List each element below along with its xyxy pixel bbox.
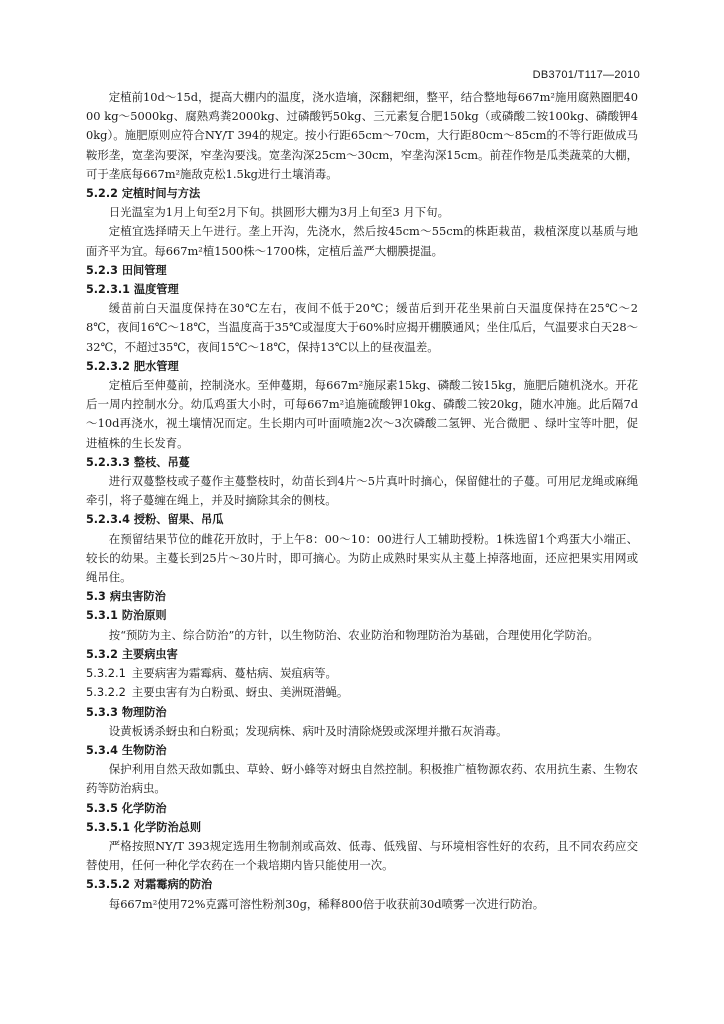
paragraph: 按“预防为主、综合防治”的方针，以生物防治、农业防治和物理防治为基础，合理使用化学防治。 bbox=[108, 627, 599, 642]
section-number: 5.3 bbox=[86, 590, 106, 604]
list-item bbox=[86, 683, 638, 702]
section-heading bbox=[86, 606, 638, 625]
section-heading bbox=[86, 818, 638, 837]
section-number: 5.3.2 bbox=[86, 647, 118, 661]
section-number: 5.3.1 bbox=[86, 609, 118, 623]
section-title: 定植时间与方法 bbox=[121, 187, 201, 201]
section-title: 化学防治总则 bbox=[133, 820, 202, 834]
section-number: 5.2.3.1 bbox=[86, 283, 130, 297]
section-heading bbox=[86, 184, 638, 203]
paragraph: 进行双蔓整枝或子蔓作主蔓整枝时，幼苗长到4片～5片真叶时摘心，保留健壮的子蔓。可用尼龙绳或麻绳牵引，将子蔓缠在绳上，并及时摘除其余的侧枝。 bbox=[86, 474, 638, 508]
section-heading bbox=[86, 645, 638, 664]
section-heading bbox=[86, 261, 638, 280]
section-heading bbox=[86, 587, 638, 606]
paragraph: 定植宜选择晴天上午进行。垄上开沟，先浇水，然后按45cm～55cm的株距栽苗，栽植深度以基质与地面齐平为宜。每667m²植1500株～1700株，定植后盖严大棚膜提温。 bbox=[86, 224, 638, 258]
section-number: 5.3.5.1 bbox=[86, 820, 130, 834]
section-heading bbox=[86, 453, 638, 472]
item-text: 主要病害为霜霉病、蔓枯病、炭疽病等。 bbox=[131, 666, 337, 681]
section-number: 5.3.5 bbox=[86, 801, 118, 815]
section-title: 主要病虫害 bbox=[121, 647, 178, 661]
section-number: 5.3.5.2 bbox=[86, 878, 130, 892]
paragraph: 保护利用自然天敌如瓢虫、草蛉、蚜小蜂等对蚜虫自然控制。积极推广植物源农药、农用抗生素、生物农药等防治病虫。 bbox=[86, 762, 638, 796]
paragraph: 缓苗前白天温度保持在30℃左右，夜间不低于20℃；缓苗后到开花坐果前白天温度保持在25℃～28℃，夜间16℃～18℃，当温度高于35℃或湿度大于60%时应揭开棚膜通风；坐住瓜后，气温要求白天28～32℃，不超过35℃，夜间15℃～18℃，保持13℃以上的昼夜温差。 bbox=[86, 301, 638, 354]
section-title: 对霜霉病的防治 bbox=[133, 878, 213, 892]
section-title: 整枝、吊蔓 bbox=[133, 455, 190, 469]
section-title: 病虫害防治 bbox=[109, 590, 166, 604]
section-title: 田间管理 bbox=[121, 263, 167, 277]
paragraph: 定植后至伸蔓前，控制浇水。至伸蔓期，每667m²施尿素15kg、磷酸二铵15kg，施肥后随机浇水。开花后一周内控制水分。幼瓜鸡蛋大小时，可每667m²追施硫酸钾10kg、磷酸二铵20kg，随水冲施。此后隔7d～10d再浇水，视土壤情况而定。生长期内可叶面喷施2次～3次磷酸二氢钾、光合微肥 、绿叶宝等叶肥，促进植株的生长发育。 bbox=[86, 378, 638, 450]
section-number: 5.3.3 bbox=[86, 705, 118, 719]
item-text: 主要虫害有为白粉虱、蚜虫、美洲斑潜蝇。 bbox=[131, 685, 349, 700]
paragraph: 设黄板诱杀蚜虫和白粉虱；发现病株、病叶及时清除烧毁或深埋并撒石灰消毒。 bbox=[108, 723, 508, 738]
section-number: 5.3.4 bbox=[86, 743, 118, 757]
section-title: 生物防治 bbox=[121, 743, 167, 757]
section-title: 授粉、留果、吊瓜 bbox=[133, 513, 224, 527]
item-number: 5.3.2.1 bbox=[86, 666, 126, 681]
document-code: DB3701/T117—2010 bbox=[532, 69, 640, 81]
section-heading bbox=[86, 357, 638, 376]
section-title: 防治原则 bbox=[121, 609, 167, 623]
section-title: 化学防治 bbox=[121, 801, 167, 815]
section-number: 5.2.3.2 bbox=[86, 359, 130, 373]
item-number: 5.3.2.2 bbox=[86, 685, 126, 700]
section-number: 5.2.2 bbox=[86, 187, 118, 201]
paragraph: 定植前10d～15d，提高大棚内的温度，浇水造墒，深翻耙细，整平，结合整地每667m²施用腐熟圈肥4000 kg～5000kg、腐熟鸡粪2000kg、过磷酸钙50kg、三元素复合肥150kg（或磷酸二铵100kg、磷酸钾40kg）。施肥原则应符合NY/T 394的规定。按小行距65cm～70cm，大行距80cm～85cm的不等行距做成马鞍形垄，宽垄沟要深，窄垄沟要浅。宽垄沟深25cm～30cm，窄垄沟深15cm。前茬作物是瓜类蔬菜的大棚，可于垄底每667m²施敌克松1.5kg进行土壤消毒。 bbox=[86, 90, 638, 181]
paragraph: 日光温室为1月上旬至2月下旬。拱圆形大棚为3月上旬至3 月下旬。 bbox=[108, 205, 449, 220]
section-heading bbox=[86, 799, 638, 818]
document-body bbox=[86, 88, 638, 914]
section-title: 温度管理 bbox=[133, 283, 179, 297]
section-heading bbox=[86, 280, 638, 299]
section-heading bbox=[86, 510, 638, 529]
paragraph: 在预留结果节位的雌花开放时，于上午8：00～10：00进行人工辅助授粉。1株选留1个鸡蛋大小端正、较长的幼果。主蔓长到25片～30片时，即可摘心。为防止成熟时果实从主蔓上掉落地面，还应把果实用网或绳吊住。 bbox=[86, 531, 638, 585]
section-number: 5.2.3.4 bbox=[86, 513, 130, 527]
section-heading bbox=[86, 741, 638, 760]
paragraph: 严格按照NY/T 393规定选用生物制剂或高效、低毒、低残留、与环境相容性好的农药，且不同农药应交替使用，任何一种化学农药在一个栽培期内皆只能使用一次。 bbox=[86, 838, 638, 873]
section-title: 物理防治 bbox=[121, 705, 167, 719]
paragraph: 每667m²使用72%克露可溶性粉剂30g，稀释800倍于收获前30d喷雾一次进行防治。 bbox=[108, 896, 545, 911]
list-item bbox=[86, 664, 638, 683]
section-heading bbox=[86, 875, 638, 894]
section-heading bbox=[86, 703, 638, 722]
section-number: 5.2.3 bbox=[86, 263, 118, 277]
section-number: 5.2.3.3 bbox=[86, 455, 130, 469]
section-title: 肥水管理 bbox=[133, 359, 179, 373]
